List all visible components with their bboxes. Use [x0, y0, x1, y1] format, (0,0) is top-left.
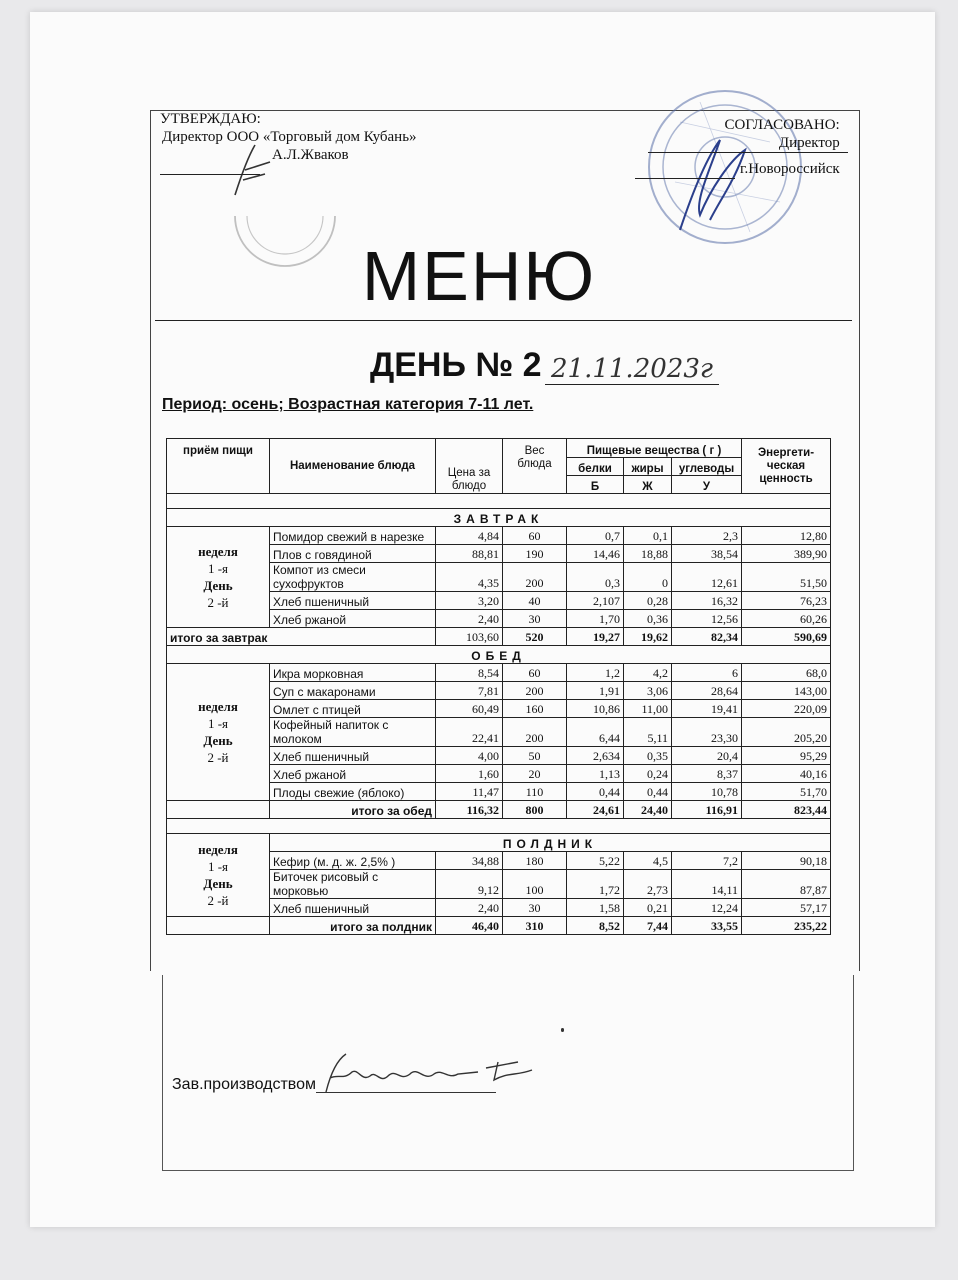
dish-fats: 4,5: [624, 852, 672, 870]
dish-weight: 30: [503, 899, 567, 917]
dish-name: Помидор свежий в нарезке: [270, 527, 436, 545]
dish-proteins: 1,91: [567, 682, 624, 700]
dish-name: Плоды свежие (яблоко): [270, 783, 436, 801]
day-label: ДЕНЬ № 2: [370, 346, 542, 384]
dish-carbs: 12,56: [672, 610, 742, 628]
total-zh: 19,62: [624, 628, 672, 646]
dish-energy: 90,18: [742, 852, 831, 870]
total-label: итого за обед: [270, 801, 436, 819]
dish-price: 1,60: [436, 765, 503, 783]
meal-group-label: [167, 527, 270, 628]
period-line: Период: осень; Возрастная категория 7-11 лет.: [162, 396, 534, 413]
meal-group-line: 2 -й: [207, 893, 229, 908]
dish-weight: 180: [503, 852, 567, 870]
lunch-rows: [167, 664, 831, 801]
dish-fats: 3,06: [624, 682, 672, 700]
section-lunch: ОБЕД: [167, 646, 831, 664]
approve-title: УТВЕРЖДАЮ:: [160, 111, 261, 127]
dish-weight: 160: [503, 700, 567, 718]
dish-name: Биточек рисовый с морковью: [270, 870, 436, 899]
meal-group-line: неделя: [198, 842, 238, 857]
approve-name: А.Л.Жваков: [272, 147, 349, 163]
dish-carbs: 8,37: [672, 765, 742, 783]
director-signature-line: [648, 152, 848, 153]
title-rule: [155, 320, 852, 321]
dish-carbs: 6: [672, 664, 742, 682]
dish-price: 8,54: [436, 664, 503, 682]
dish-name: Икра морковная: [270, 664, 436, 682]
total-weight: 800: [503, 801, 567, 819]
meal-group-line: День: [203, 578, 233, 593]
section-row: [167, 834, 831, 852]
total-u: 33,55: [672, 917, 742, 935]
meal-group-line: 1 -я: [207, 859, 229, 874]
dish-price: 34,88: [436, 852, 503, 870]
agreed-city: г.Новороссийск: [740, 161, 840, 177]
dish-energy: 220,09: [742, 700, 831, 718]
total-b: 24,61: [567, 801, 624, 819]
total-b: 8,52: [567, 917, 624, 935]
dish-proteins: 1,72: [567, 870, 624, 899]
dish-name: Омлет с птицей: [270, 700, 436, 718]
dish-price: 9,12: [436, 870, 503, 899]
total-label: итого за полдник: [270, 917, 436, 935]
total-b: 19,27: [567, 628, 624, 646]
dish-fats: 0,24: [624, 765, 672, 783]
header-b: Б: [567, 476, 624, 494]
dish-energy: 87,87: [742, 870, 831, 899]
dish-fats: 4,2: [624, 664, 672, 682]
dish-name: Хлеб ржаной: [270, 610, 436, 628]
dish-price: 22,41: [436, 718, 503, 747]
section-snack: ПОЛДНИК: [270, 834, 831, 852]
dish-price: 3,20: [436, 592, 503, 610]
total-row: [167, 917, 831, 935]
header-weight: Вес блюда: [503, 439, 567, 494]
dish-energy: 68,0: [742, 664, 831, 682]
dish-weight: 20: [503, 765, 567, 783]
dish-energy: 51,70: [742, 783, 831, 801]
dish-carbs: 2,3: [672, 527, 742, 545]
menu-table: [166, 438, 831, 935]
chief-label: Зав.производством: [172, 1076, 316, 1093]
dish-proteins: 1,13: [567, 765, 624, 783]
dish-fats: 11,00: [624, 700, 672, 718]
breakfast-rows: [167, 527, 831, 628]
dish-energy: 57,17: [742, 899, 831, 917]
dish-name: Кефир (м. д. ж. 2,5% ): [270, 852, 436, 870]
dish-weight: 200: [503, 718, 567, 747]
header-proteins: белки: [567, 458, 624, 476]
dish-carbs: 20,4: [672, 747, 742, 765]
dish-weight: 60: [503, 527, 567, 545]
total-label: итого за завтрак: [167, 628, 436, 646]
header-price: Цена за блюдо: [436, 439, 503, 494]
dish-energy: 60,26: [742, 610, 831, 628]
dish-carbs: 12,61: [672, 563, 742, 592]
dish-fats: 0,1: [624, 527, 672, 545]
dish-proteins: 1,2: [567, 664, 624, 682]
total-price: 116,32: [436, 801, 503, 819]
total-price: 103,60: [436, 628, 503, 646]
dish-fats: 0,35: [624, 747, 672, 765]
header-fats: жиры: [624, 458, 672, 476]
dish-name: Хлеб ржаной: [270, 765, 436, 783]
dish-proteins: 1,58: [567, 899, 624, 917]
dish-proteins: 2,634: [567, 747, 624, 765]
header-carbs: углеводы: [672, 458, 742, 476]
meal-group-label: [167, 664, 270, 801]
dish-proteins: 0,3: [567, 563, 624, 592]
dish-fats: 0,28: [624, 592, 672, 610]
meal-group-line: 2 -й: [207, 595, 229, 610]
header-dish: Наименование блюда: [270, 439, 436, 494]
dish-proteins: 0,7: [567, 527, 624, 545]
dish-proteins: 14,46: [567, 545, 624, 563]
total-energy: 823,44: [742, 801, 831, 819]
meal-group-line: неделя: [198, 699, 238, 714]
total-energy: 235,22: [742, 917, 831, 935]
table-row: [167, 527, 831, 545]
total-u: 82,34: [672, 628, 742, 646]
dish-weight: 100: [503, 870, 567, 899]
dish-carbs: 38,54: [672, 545, 742, 563]
dish-carbs: 12,24: [672, 899, 742, 917]
dish-weight: 40: [503, 592, 567, 610]
section-breakfast: ЗАВТРАК: [167, 509, 831, 527]
header-nutrients: Пищевые вещества ( г ): [567, 439, 742, 458]
agreed-position: Директор: [778, 135, 840, 151]
dish-carbs: 10,78: [672, 783, 742, 801]
dish-weight: 50: [503, 747, 567, 765]
dish-price: 2,40: [436, 610, 503, 628]
dish-proteins: 10,86: [567, 700, 624, 718]
approval-block: [160, 110, 417, 164]
dish-energy: 12,80: [742, 527, 831, 545]
dish-proteins: 0,44: [567, 783, 624, 801]
ink-dot: [561, 1028, 564, 1032]
total-energy: 590,69: [742, 628, 831, 646]
dish-fats: 18,88: [624, 545, 672, 563]
day-date: 21.11.2023г: [545, 354, 719, 385]
city-line: [635, 178, 735, 179]
dish-name: Хлеб пшеничный: [270, 747, 436, 765]
dish-energy: 40,16: [742, 765, 831, 783]
dish-energy: 95,29: [742, 747, 831, 765]
dish-price: 4,35: [436, 563, 503, 592]
header-energy: Энергети- ческая ценность: [742, 439, 831, 494]
dish-fats: 0,21: [624, 899, 672, 917]
snack-rows: [167, 834, 831, 917]
header-zh: Ж: [624, 476, 672, 494]
dish-price: 2,40: [436, 899, 503, 917]
dish-price: 7,81: [436, 682, 503, 700]
dish-price: 60,49: [436, 700, 503, 718]
meal-group-label: [167, 834, 270, 917]
total-spacer: [167, 917, 270, 935]
dish-weight: 30: [503, 610, 567, 628]
dish-energy: 143,00: [742, 682, 831, 700]
dish-carbs: 16,32: [672, 592, 742, 610]
total-weight: 310: [503, 917, 567, 935]
spacer-row: [167, 819, 831, 834]
spacer-row: [167, 494, 831, 509]
dish-energy: 205,20: [742, 718, 831, 747]
meal-group-line: 1 -я: [207, 561, 229, 576]
dish-price: 11,47: [436, 783, 503, 801]
dish-weight: 60: [503, 664, 567, 682]
dish-price: 88,81: [436, 545, 503, 563]
dish-proteins: 2,107: [567, 592, 624, 610]
dish-carbs: 23,30: [672, 718, 742, 747]
header-meal: приём пищи: [167, 439, 270, 494]
table-row: [167, 664, 831, 682]
dish-name: Кофейный напиток с молоком: [270, 718, 436, 747]
dish-proteins: 1,70: [567, 610, 624, 628]
dish-carbs: 7,2: [672, 852, 742, 870]
total-zh: 24,40: [624, 801, 672, 819]
dish-carbs: 19,41: [672, 700, 742, 718]
total-weight: 520: [503, 628, 567, 646]
dish-name: Компот из смеси сухофруктов: [270, 563, 436, 592]
meal-group-line: 1 -я: [207, 716, 229, 731]
dish-weight: 110: [503, 783, 567, 801]
approve-signature-line: [160, 174, 260, 175]
dish-weight: 200: [503, 682, 567, 700]
total-spacer: [167, 801, 270, 819]
total-row: [167, 801, 831, 819]
dish-fats: 0: [624, 563, 672, 592]
chief-signature: [318, 1048, 548, 1098]
dish-name: Суп с макаронами: [270, 682, 436, 700]
dish-weight: 200: [503, 563, 567, 592]
dish-price: 4,84: [436, 527, 503, 545]
approve-position: Директор ООО «Торговый дом Кубань»: [162, 129, 417, 145]
dish-fats: 5,11: [624, 718, 672, 747]
dish-name: Хлеб пшеничный: [270, 899, 436, 917]
meal-group-line: 2 -й: [207, 750, 229, 765]
agreed-title: СОГЛАСОВАНО:: [724, 117, 840, 133]
meal-group-line: неделя: [198, 544, 238, 559]
total-row: [167, 628, 831, 646]
total-u: 116,91: [672, 801, 742, 819]
dish-weight: 190: [503, 545, 567, 563]
page-title: МЕНЮ: [361, 237, 597, 315]
header-u: У: [672, 476, 742, 494]
meal-group-line: День: [203, 733, 233, 748]
dish-fats: 0,36: [624, 610, 672, 628]
agreement-block: [575, 116, 840, 178]
dish-carbs: 14,11: [672, 870, 742, 899]
dish-energy: 51,50: [742, 563, 831, 592]
total-price: 46,40: [436, 917, 503, 935]
dish-proteins: 6,44: [567, 718, 624, 747]
dish-fats: 0,44: [624, 783, 672, 801]
dish-energy: 389,90: [742, 545, 831, 563]
dish-fats: 2,73: [624, 870, 672, 899]
total-zh: 7,44: [624, 917, 672, 935]
dish-price: 4,00: [436, 747, 503, 765]
dish-proteins: 5,22: [567, 852, 624, 870]
meal-group-line: День: [203, 876, 233, 891]
dish-energy: 76,23: [742, 592, 831, 610]
dish-name: Хлеб пшеничный: [270, 592, 436, 610]
dish-name: Плов с говядиной: [270, 545, 436, 563]
dish-carbs: 28,64: [672, 682, 742, 700]
